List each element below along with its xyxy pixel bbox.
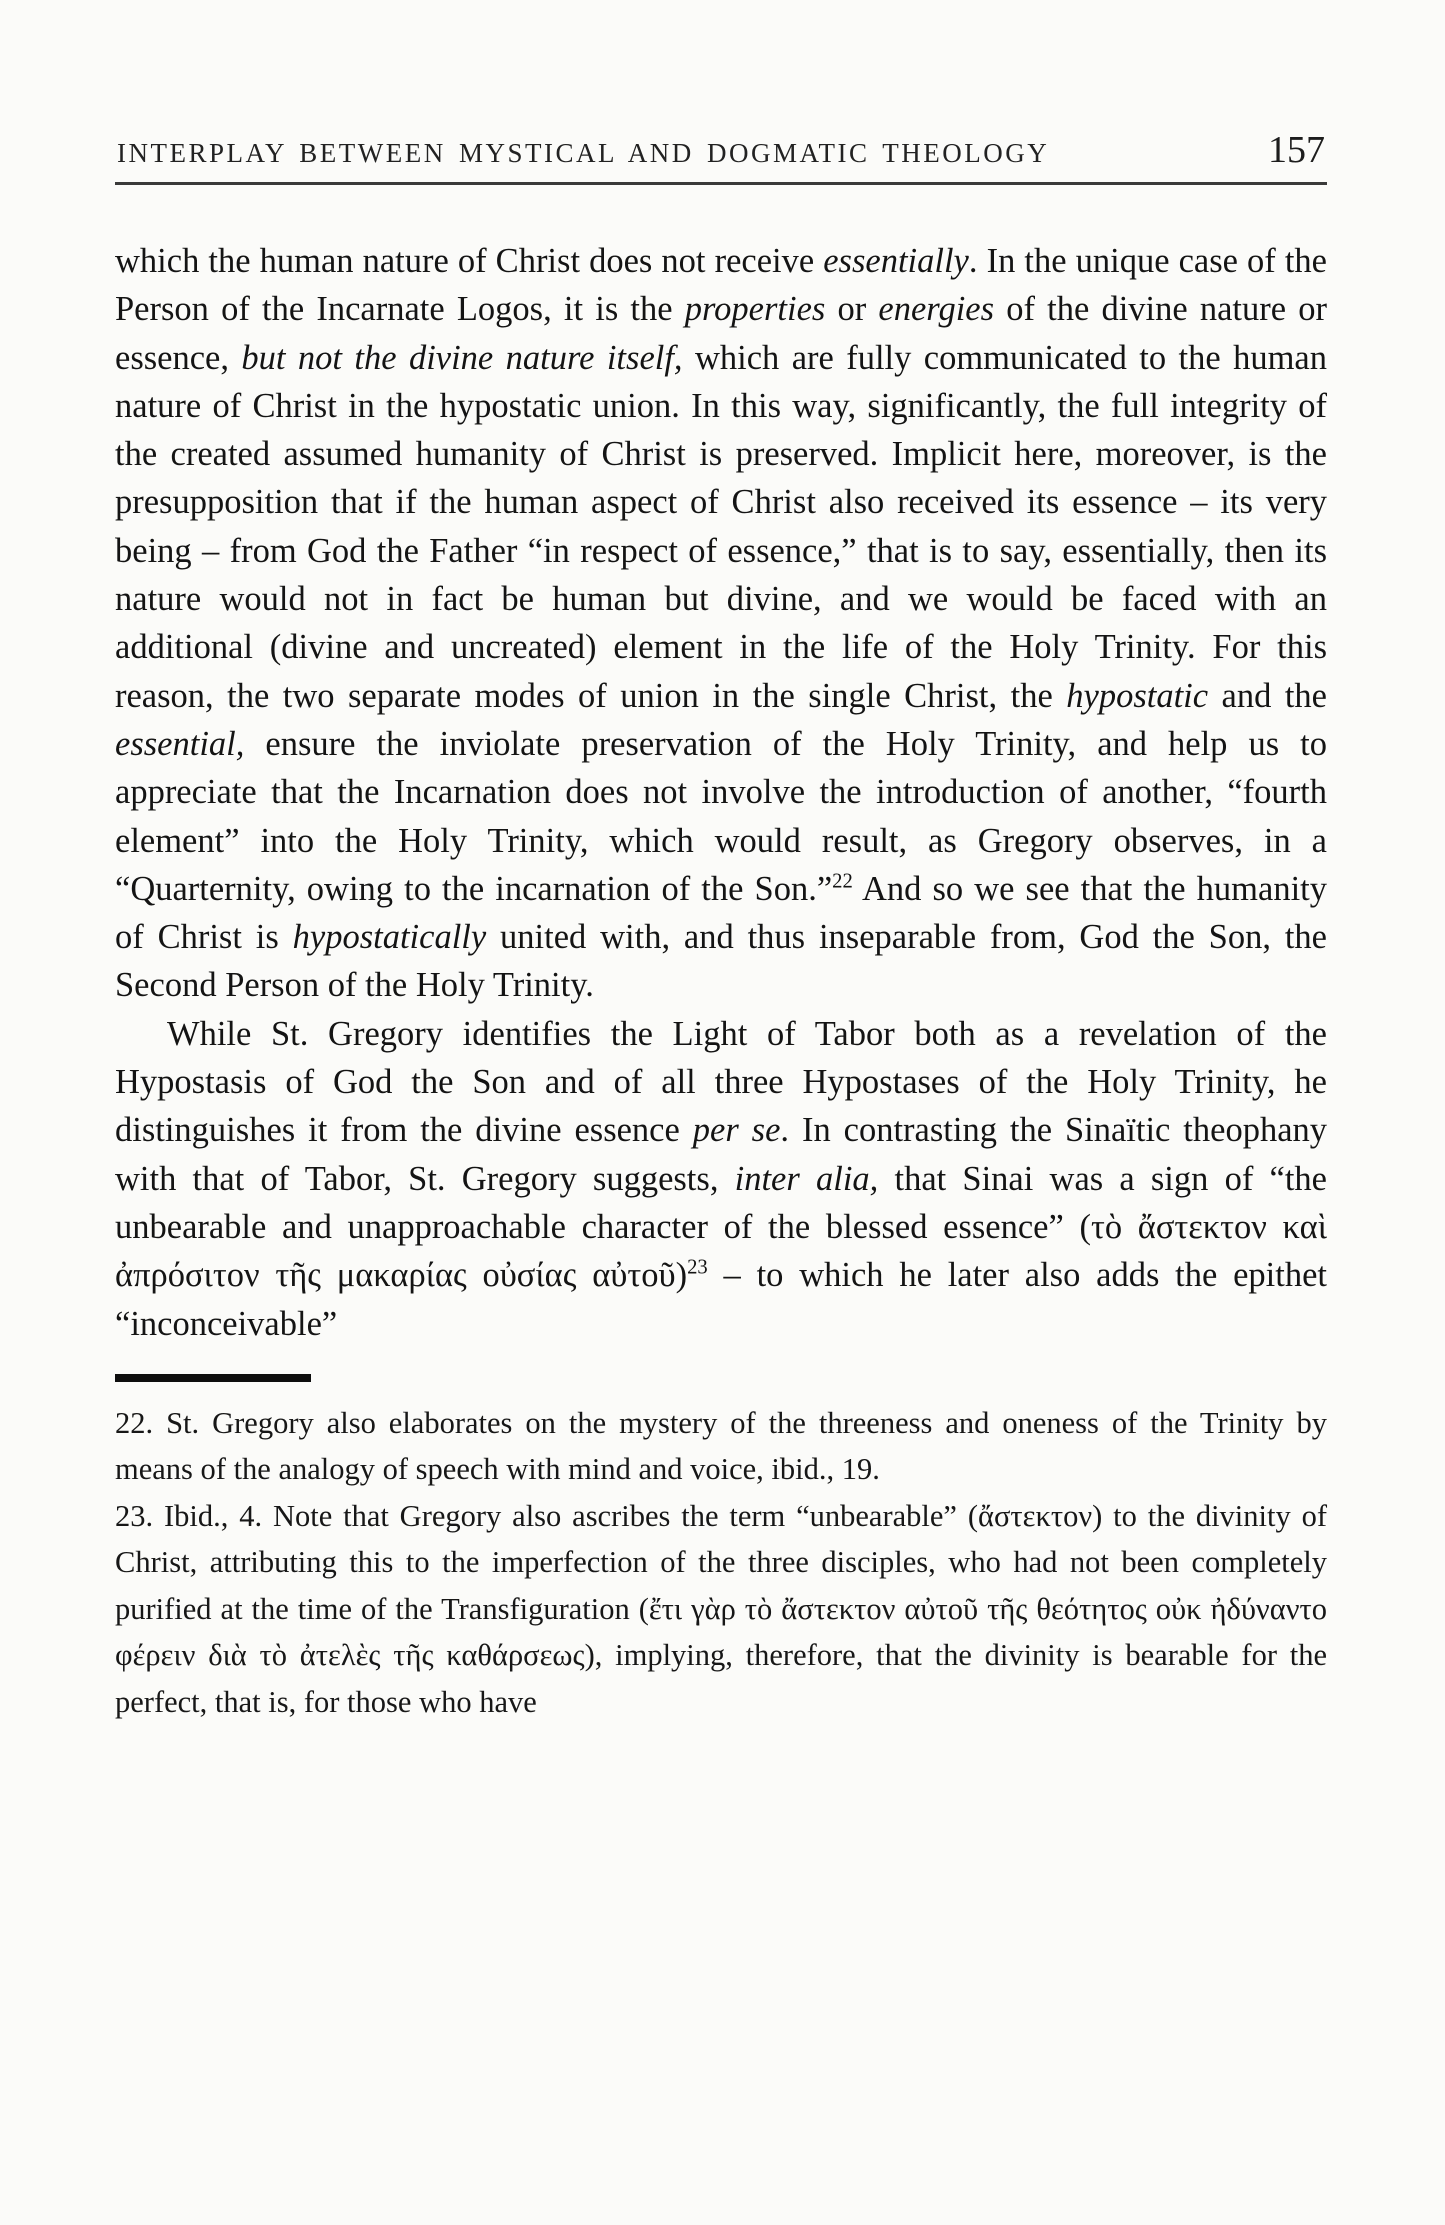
running-header-title: INTERPLAY BETWEEN MYSTICAL AND DOGMATIC THEOLOGY bbox=[117, 138, 1050, 168]
body-text bbox=[115, 237, 1327, 1348]
running-header bbox=[115, 128, 1327, 185]
book-page bbox=[115, 128, 1327, 1725]
body-paragraph: which the human nature of Christ does not receive essentially. In the unique case of the Person of the Incarnate Logos, it is the properties or energies of the divine nature or essence, but not the divine nature itself, which are fully communicated to the human nature of Christ in the hypostatic union. In this way, significantly, the full integrity of the created assumed humanity of Christ is preserved. Implicit here, moreover, is the presupposition that if the human aspect of Christ also received its essence – its very being – from God the Father “in respect of essence,” that is to say, essentially, then its nature would not in fact be human but divine, and we would be faced with an additional (divine and uncreated) element in the life of the Holy Trinity. For this reason, the two separate modes of union in the single Christ, the hypostatic and the essential, ensure the inviolate preservation of the Holy Trinity, and help us to appreciate that the Incarnation does not involve the introduction of another, “fourth element” into the Holy Trinity, which would result, as Gregory observes, in a “Quarternity, owing to the incarnation of the Son.”$^{22}$ And so we see that the humanity of Christ is hypostatically united with, and thus inseparable from, God the Son, the Second Person of the Holy Trinity. bbox=[115, 242, 1327, 1005]
page-number: 157 bbox=[1268, 129, 1325, 171]
body-paragraph: While St. Gregory identifies the Light of Tabor both as a revelation of the Hypostasis of God the Son and of all three Hypostases of the Holy Trinity, he distinguishes it from the divine essence per se. In contrasting the Sinaïtic theophany with that of Tabor, St. Gregory suggests, inter alia, that Sinai was a sign of “the unbearable and unapproachable character of the blessed essence” (τὸ ἄστεκτον καὶ ἀπρόσιτον τῆς μακαρίας οὐσίας αὐτοῦ)$^{23}$ – to which he later also adds the epithet “inconceivable” bbox=[115, 1014, 1328, 1343]
footnote-item: 22. St. Gregory also elaborates on the mystery of the threeness and oneness of the Trinity by means of the analogy of speech with mind and voice, ibid., 19. bbox=[115, 1405, 1327, 1487]
footnote-separator bbox=[115, 1374, 311, 1382]
footnotes bbox=[115, 1400, 1327, 1726]
footnote-item: 23. Ibid., 4. Note that Gregory also ascribes the term “unbearable” (ἄστεκτον) to the divinity of Christ, attributing this to the imperfection of the three disciples, who had not been completely purified at the time of the Transfiguration (ἔτι γὰρ τὸ ἄστεκτον αὐτοῦ τῆς θεότητος οὐκ ἠδύναντο φέρειν διὰ τὸ ἀτελὲς τῆς καθάρσεως), implying, therefore, that the divinity is bearable for the perfect, that is, for those who have bbox=[115, 1498, 1327, 1719]
